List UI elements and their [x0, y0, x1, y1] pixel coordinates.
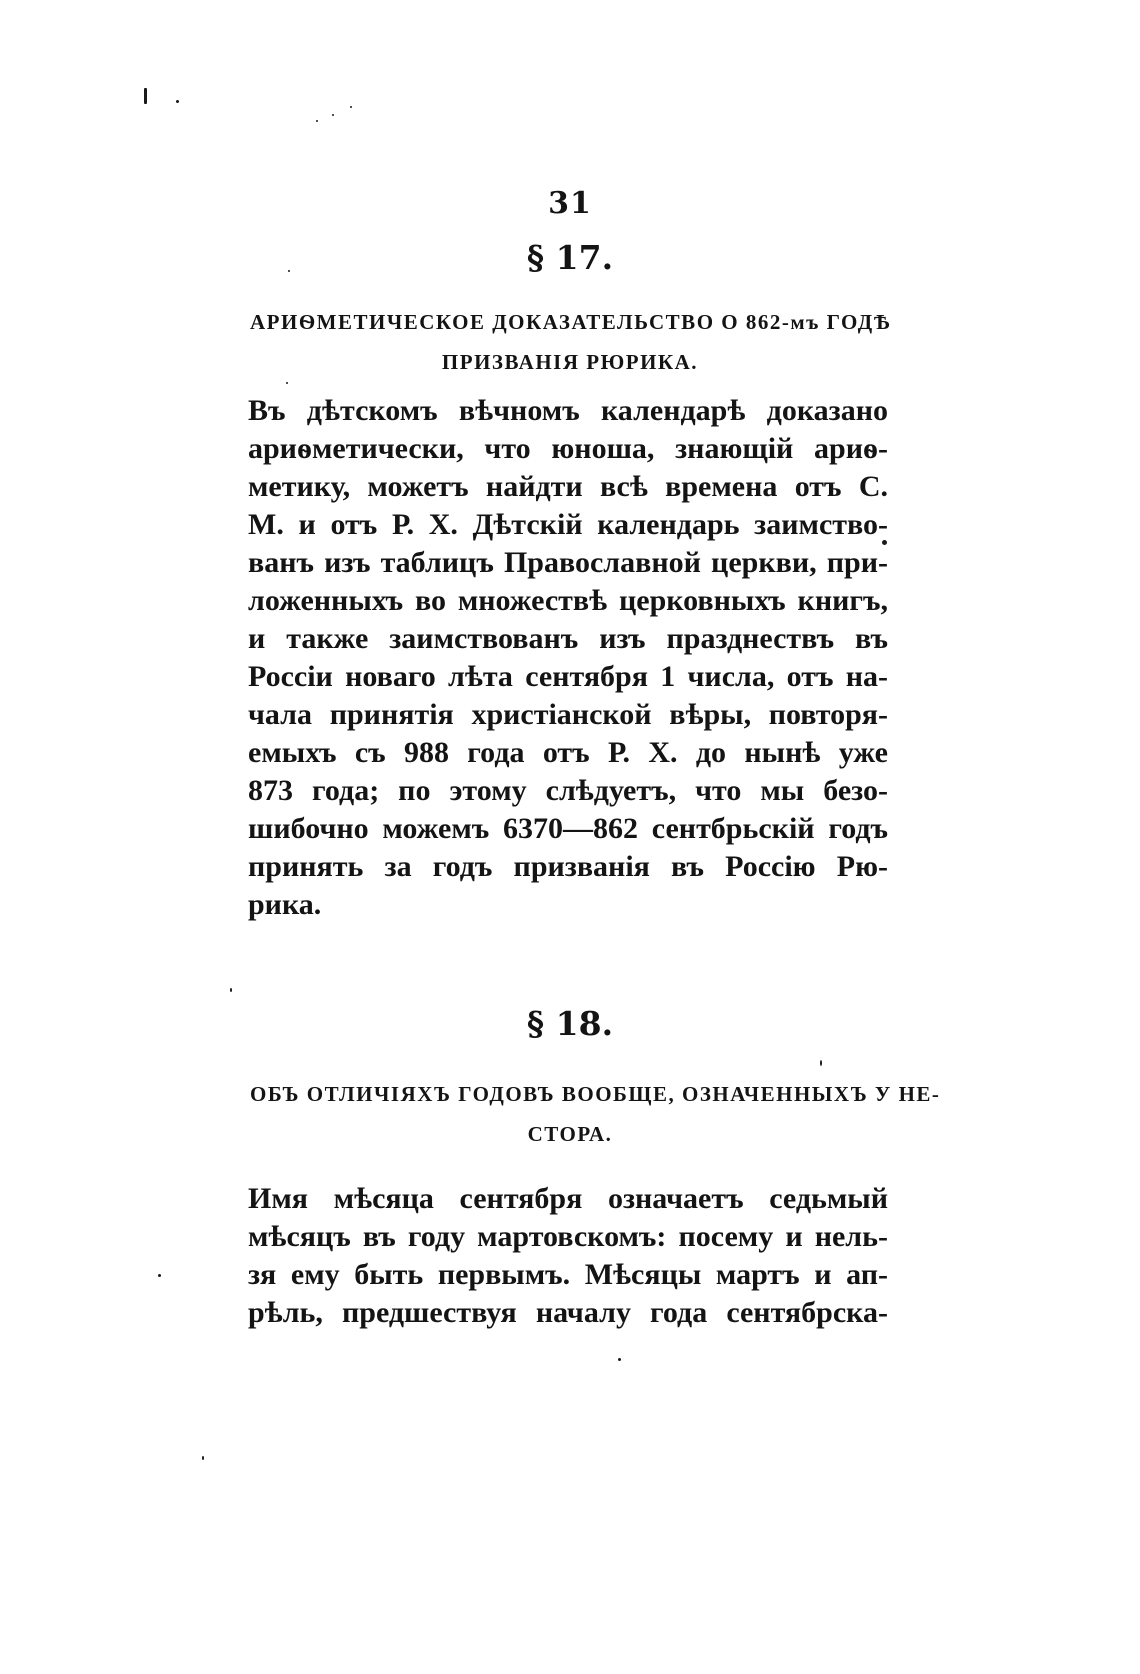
- scan-dot: [176, 100, 179, 103]
- scan-dot: [230, 988, 232, 992]
- body-line: рика.: [248, 888, 322, 921]
- body-line: метику, можетъ найдти всѣ времена отъ С.: [248, 470, 888, 503]
- body-line: зя ему быть первымъ. Мѣсяцы мартъ и ап-: [248, 1258, 888, 1291]
- scan-dot: [332, 114, 334, 116]
- scan-dot: [316, 120, 318, 122]
- body-line: Россіи новаго лѣта сентября 1 числа, отъ на-: [248, 660, 888, 693]
- section-17-heading-line: АРИѲМЕТИЧЕСКОЕ ДОКАЗАТЕЛЬСТВО О 862-мъ ГОДѢ: [250, 310, 892, 334]
- scan-dot: [820, 1060, 822, 1066]
- body-line: емыхъ съ 988 года отъ Р. Х. до нынѣ уже: [248, 736, 888, 769]
- section-18-heading-line: СТОРА.: [527, 1122, 613, 1146]
- section-17-heading-line: ПРИЗВАНІЯ РЮРИКА.: [441, 350, 699, 374]
- body-line: и также заимствованъ изъ празднествъ въ: [248, 622, 888, 655]
- scan-dot: [202, 1456, 204, 1460]
- body-line: ванъ изъ таблицъ Православной церкви, при-: [248, 546, 888, 579]
- body-line: ложенныхъ во множествѣ церковныхъ книгъ,: [248, 584, 888, 617]
- section-18-heading: [250, 1074, 941, 1154]
- scan-mark: [144, 88, 147, 104]
- section-17-heading: [250, 302, 890, 382]
- body-line: чала принятія христіанской вѣры, повторя-: [248, 698, 888, 731]
- body-line: М. и отъ Р. Х. Дѣтскій календарь заимство-: [248, 508, 888, 541]
- section-18-body: [248, 1180, 888, 1332]
- body-line: рѣль, предшествуя началу года сентябрска-: [248, 1296, 888, 1329]
- scan-dot: [158, 1274, 161, 1277]
- section-17-body: [248, 392, 888, 924]
- section-17-number: § 17.: [526, 238, 614, 277]
- body-line: мѣсяцъ въ году мартовскомъ: посему и нель-: [248, 1220, 888, 1253]
- scan-dot: [618, 1358, 621, 1361]
- body-line: 873 года; по этому слѣдуетъ, что мы безо-: [248, 774, 888, 807]
- body-line: принять за годъ призванія въ Россію Рю-: [248, 850, 888, 883]
- section-18-heading-line: ОБЪ ОТЛИЧІЯХЪ ГОДОВЪ ВООБЩЕ, ОЗНАЧЕННЫХЪ У НЕ-: [250, 1082, 941, 1106]
- page-number: 31: [548, 186, 592, 221]
- body-line: Въ дѣтскомъ вѣчномъ календарѣ доказано: [248, 394, 888, 427]
- scan-dot: [350, 106, 352, 108]
- body-line: шибочно можемъ 6370—862 сентбрьскій годъ: [248, 812, 888, 845]
- scan-dot: [286, 382, 288, 384]
- body-line: ариѳметически, что юноша, знающій ариѳ-: [248, 432, 888, 465]
- section-18-number: § 18.: [526, 1004, 614, 1043]
- body-line: Имя мѣсяца сентября означаетъ седьмый: [248, 1182, 888, 1215]
